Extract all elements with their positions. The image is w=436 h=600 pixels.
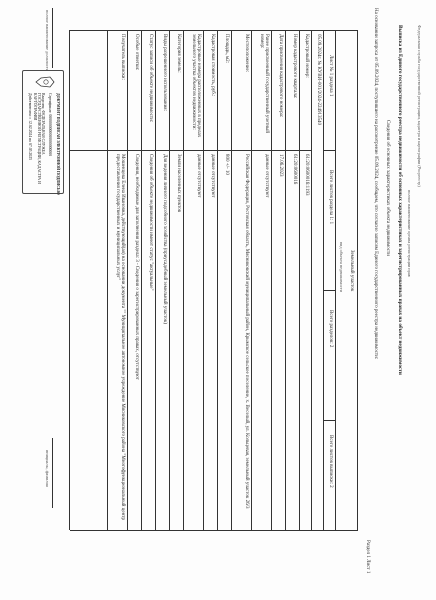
stamp-owner: Владелец: ФЕДЕРАЛЬНАЯ СЛУЖБА ГОСУДАРСТВЕННОЙ РЕГИСТРАЦИИ, КАДАСТРА И КАРТОГРАФИИ — [33, 93, 45, 184]
signature-line-left — [52, 8, 53, 68]
row-rule — [169, 30, 170, 530]
table-rule — [335, 30, 336, 530]
list-number: Лист № 1 раздела 1 — [328, 55, 333, 97]
signature-line-right — [52, 438, 53, 508]
row-value: данные отсутствуют — [264, 154, 269, 198]
row-rule — [231, 30, 232, 530]
table-border-bottom — [69, 30, 70, 530]
row-value: 61:20:0600016 — [292, 154, 297, 185]
row-rule — [271, 30, 272, 530]
row-label: Статус записи об объекте недвижимости: — [148, 34, 153, 123]
table-col — [324, 150, 336, 151]
object-type: Земельный участок — [349, 250, 354, 292]
table-border-top — [357, 30, 358, 530]
stamp-certificate: Сертификат: 0000000000000000000000 — [48, 93, 52, 157]
row-rule — [251, 30, 252, 530]
object-kind-caption: вид объекта недвижимости — [339, 242, 344, 292]
row-label: Дата присвоения кадастрового номера: — [278, 34, 283, 118]
electronic-signature-stamp — [22, 70, 64, 194]
row-value: 17.06.2023 — [278, 154, 283, 177]
row-value: данные отсутствуют — [210, 154, 215, 198]
row-rule — [183, 30, 184, 530]
row-value: Российская Федерация, Ростовская область, Мясниковский муниципальный район, Крымское сельское поселение, х. Веселый, ул. Кольцевая, земельный участок 26/3 — [244, 154, 249, 509]
row-label: Получатель выписки: — [120, 34, 125, 80]
header-line-sub: полное наименование органа регистрации прав — [407, 190, 412, 277]
row-label: Кадастровые номера расположенных в пределах земельного участка объектов недвижимости: — [191, 34, 201, 138]
intro-text: На основании запроса от 05.09.2024, поступившего на рассмотрение 05.09.2024, сообщаем, что согласно записям Единого государственного реестра недвижимости: — [373, 8, 378, 360]
row-label: Местоположение: — [244, 34, 249, 73]
row-value: Сведения об объекте недвижимости имеют статус "актуальные" — [148, 154, 153, 291]
row-label: Ранее присвоенный государственный учетный номер: — [259, 34, 269, 134]
document-title: Выписка из Единого государственного реестра недвижимости об основных характеристиках и зарегистрированных правах на объект недвижимости — [397, 25, 403, 375]
row-value: данные отсутствуют — [196, 154, 201, 198]
row-rule — [141, 30, 142, 530]
total-lists-section: Всего листов раздела 1: 1 — [328, 170, 333, 225]
stamp-title: ДОКУМЕНТ ПОДПИСАН ЭЛЕКТРОННОЙ ПОДПИСЬЮ — [56, 93, 60, 195]
stamp-validity: Действителен: с 12.02.2024 по 07.05.2025 — [28, 93, 32, 161]
row-value: Земли населенных пунктов — [176, 154, 181, 213]
row-value: 800 +/- 10 — [224, 154, 229, 175]
cadastral-number-label: Кадастровый номер: — [304, 34, 309, 78]
coat-of-arms-icon — [35, 75, 55, 89]
row-rule — [285, 30, 286, 530]
row-value: Для ведения личного подсобного хозяйства (приусадебный земельный участок) — [162, 154, 167, 325]
table-col — [324, 420, 336, 421]
section-label: Раздел 1 Лист 1 — [365, 540, 370, 574]
table-border-right — [70, 530, 358, 531]
row-label: Площадь, м2: — [224, 34, 229, 64]
row-rule — [155, 30, 156, 530]
table-rule — [299, 30, 300, 530]
total-sections: Всего разделов: 2 — [328, 310, 333, 348]
row-label: Особые отметки: — [134, 34, 139, 71]
row-label: Кадастровая стоимость, руб.: — [210, 34, 215, 97]
row-label: Категория земель: — [176, 34, 181, 73]
header-line-top: Федеральная служба государственной регистрации, кадастра и картографии (Росреестр) — [417, 25, 422, 187]
row-rule — [127, 30, 128, 530]
row-rule — [217, 30, 218, 530]
table-rule — [323, 30, 324, 530]
row-rule — [107, 30, 108, 530]
cadastral-number-value: 61:20:0600016:1193 — [304, 154, 309, 196]
footer-initials-caption: инициалы, фамилия — [45, 450, 50, 487]
table-col — [324, 290, 336, 291]
extract-date-number: 05.09.2024г. № КУВИ-001/2024-224913540 — [316, 34, 321, 125]
table-border-left — [70, 30, 358, 31]
total-lists-extract: Всего листов выписки: 2 — [328, 435, 333, 488]
row-value: Мошенцева Елена Ивановна, действующий(ая) на основании документа "" Муниципальное автономное учреждение Мясниковского района "Многофункциональный центр предоставления государственных и муниципальных услуг" — [115, 154, 125, 520]
row-label: Виды разрешенного использования: — [162, 34, 167, 111]
table-rule — [311, 30, 312, 530]
footer-position-caption: полное наименование должности — [45, 10, 50, 72]
row-rule — [203, 30, 204, 530]
document-subtitle: Сведения об основных характеристиках объекта недвижимости — [385, 120, 390, 256]
row-label: Номер кадастрового квартала: — [292, 34, 297, 99]
row-value: Сведения, необходимые для заполнения раздела: 3 - Сведения о зарегистрированных правах, отсутствуют — [134, 154, 139, 380]
